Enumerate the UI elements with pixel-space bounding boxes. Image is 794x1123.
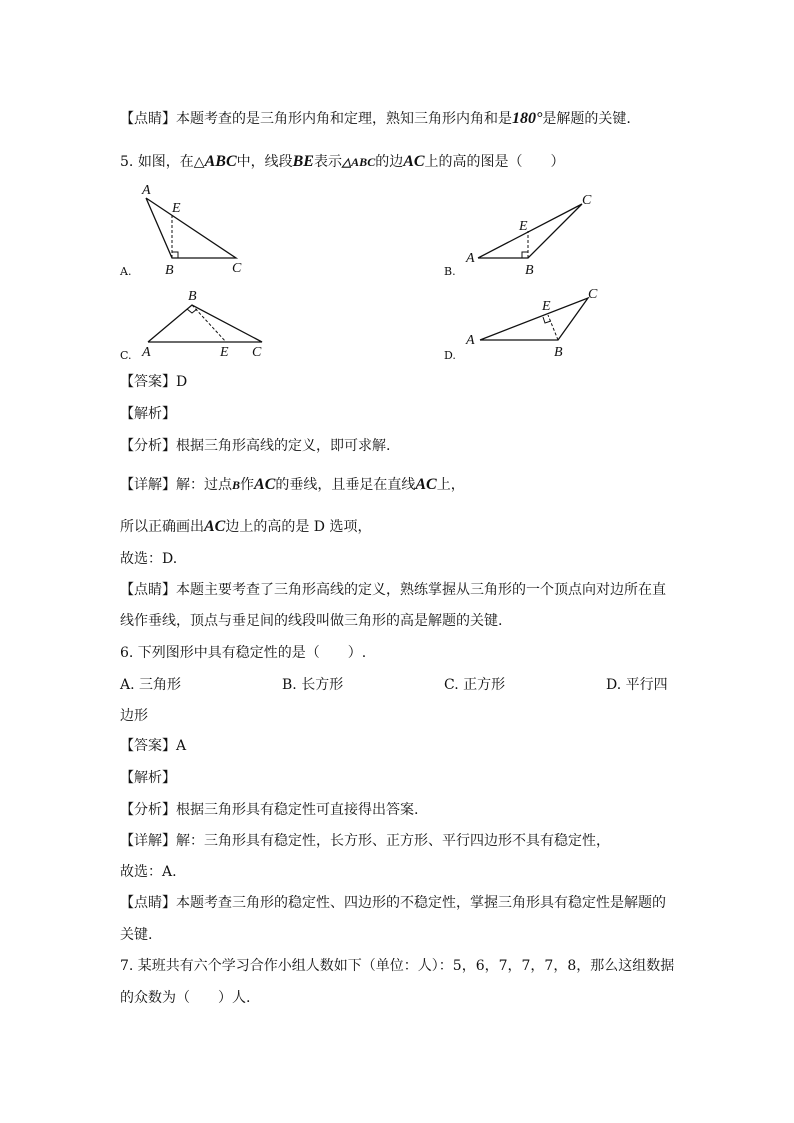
q6-option-d: D. 平行四 <box>606 677 668 693</box>
q5-math-tri-abc: △ABC <box>341 155 376 169</box>
option-label-b: B. <box>444 265 456 278</box>
q5-choose: 故选：D. <box>120 551 178 567</box>
q6-choose: 故选：A. <box>120 864 177 880</box>
figure-b <box>465 193 592 278</box>
fig-b-point-a: A <box>466 251 475 266</box>
option-label-d: D. <box>444 349 456 362</box>
option-label-a: A. <box>120 265 132 278</box>
q5-detail-line2: 所以正确画出AC边上的高的是 D 选项， <box>120 518 372 535</box>
q7-stem-2: 的众数为（ ）人. <box>120 990 251 1006</box>
q5-number: 5. <box>120 154 138 170</box>
q6-option-a: A. 三角形 <box>120 677 182 693</box>
q5-stem <box>120 152 565 172</box>
q6-analysis: 【解析】 <box>120 770 176 786</box>
fig-b-point-c: C <box>582 193 592 208</box>
note-text: 本题考查的是三角形内角和定理，熟知三角形内角和是 <box>176 111 512 127</box>
q5-text-a: 如图，在△ <box>137 154 205 170</box>
q6-option-b: B. 长方形 <box>282 677 344 693</box>
q5-text-d: 的边 <box>375 154 404 170</box>
fig-a-point-e: E <box>172 201 181 216</box>
q5-math-abc: ABC <box>204 153 237 170</box>
fig-d-point-a: A <box>466 333 475 348</box>
prev-note-line <box>120 109 631 129</box>
fig-c-point-e: E <box>220 345 229 360</box>
q5-detail: 【详解】解：过点B作AC的垂线，且垂足在直线AC上， <box>120 476 465 493</box>
fig-a-point-b: B <box>165 263 174 278</box>
fig-a-point-a: A <box>142 183 151 198</box>
q5-text-b: 中，线段 <box>236 154 293 170</box>
fig-b-point-e: E <box>519 219 528 234</box>
q5-text-c: 表示 <box>313 154 342 170</box>
note-text-end: 是解题的关键. <box>542 111 631 127</box>
q6-fenxi: 【分析】根据三角形具有稳定性可直接得出答案. <box>120 802 419 818</box>
q6-note-2: 关键. <box>120 927 153 943</box>
q7-stem-1: 7. 某班共有六个学习合作小组人数如下（单位：人）：5，6，7，7，7，8，那么这组数据 <box>120 958 675 974</box>
q6-note-1: 【点睛】本题考查三角形的稳定性、四边形的不稳定性，掌握三角形具有稳定性是解题的 <box>120 895 666 911</box>
note-tag: 【点睛】 <box>120 111 176 127</box>
fig-b-point-b: B <box>525 263 534 278</box>
q5-analysis: 【解析】 <box>120 406 176 422</box>
q5-text-e: 上的高的图是（ ） <box>424 154 565 170</box>
q5-math-be: BE <box>292 153 314 170</box>
fig-d-point-c: C <box>588 287 598 302</box>
fig-c-point-a: A <box>142 345 151 360</box>
fig-a-point-c: C <box>232 261 242 276</box>
q6-option-wrap: 边形 <box>120 708 148 724</box>
q5-note-1: 【点睛】本题主要考查了三角形高线的定义，熟练掌握从三角形的一个顶点向对边所在直 <box>120 582 666 598</box>
fig-c-point-b: B <box>188 289 197 304</box>
q5-math-ac: AC <box>403 153 425 170</box>
q5-note-2: 线作垂线，顶点与垂足间的线段叫做三角形的高是解题的关键. <box>120 613 503 629</box>
q6-stem: 6. 下列图形中具有稳定性的是（ ）. <box>120 645 367 661</box>
figure-c <box>141 289 262 360</box>
q6-option-c: C. 正方形 <box>444 677 506 693</box>
option-label-c: C. <box>120 349 132 362</box>
figure-a <box>141 183 242 278</box>
q5-fenxi: 【分析】根据三角形高线的定义，即可求解. <box>120 438 391 454</box>
q5-answer: 【答案】D <box>120 374 188 390</box>
fig-c-point-c: C <box>252 345 262 360</box>
figure-d <box>465 287 598 360</box>
q6-detail: 【详解】解：三角形具有稳定性，长方形、正方形、平行四边形不具有稳定性， <box>120 833 610 849</box>
q6-answer: 【答案】A <box>120 738 187 754</box>
math-180: 180° <box>512 110 543 127</box>
fig-d-point-b: B <box>554 345 563 360</box>
fig-d-point-e: E <box>542 299 551 314</box>
